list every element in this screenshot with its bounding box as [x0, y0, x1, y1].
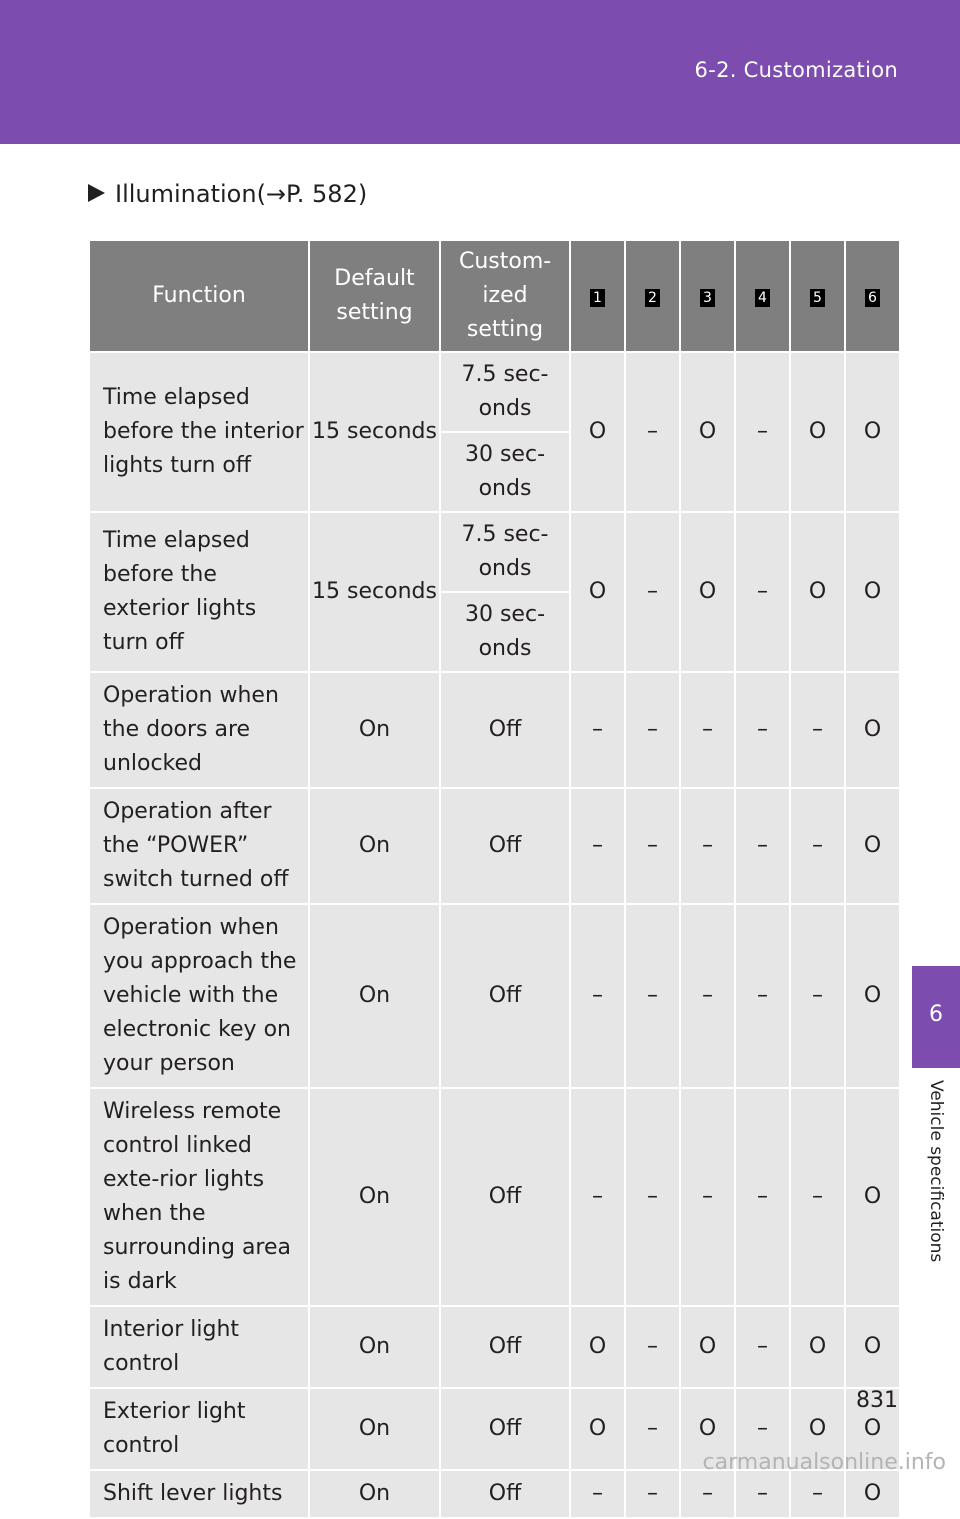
default-cell: On: [309, 672, 440, 788]
custom-cell: Off: [440, 904, 570, 1088]
mark-cell: –: [680, 788, 735, 904]
custom-cell: Off: [440, 1470, 570, 1518]
column-header-3: 3: [680, 240, 735, 352]
function-cell: Time elapsed before the exterior lights turn off: [89, 512, 309, 672]
mark-cell: O: [680, 1388, 735, 1470]
mark-cell: O: [570, 1306, 625, 1388]
mark-cell: O: [680, 512, 735, 672]
mark-cell: O: [845, 1088, 900, 1306]
section-heading-text: Illumination(→P. 582): [115, 180, 368, 208]
function-cell: Operation after the “POWER” switch turned off: [89, 788, 309, 904]
watermark: carmanualsonline.info: [702, 1450, 946, 1475]
mark-cell: O: [570, 512, 625, 672]
mark-cell: –: [625, 1388, 680, 1470]
table-row: [89, 1306, 900, 1388]
custom-cell: Off: [440, 1388, 570, 1470]
mark-cell: –: [680, 1470, 735, 1518]
table-row: [89, 1088, 900, 1306]
mark-cell: –: [735, 1388, 790, 1470]
mark-cell: –: [625, 788, 680, 904]
mark-cell: –: [625, 512, 680, 672]
custom-cell: 7.5 sec-onds: [440, 512, 570, 592]
mark-cell: O: [680, 352, 735, 512]
chapter-label-text: Vehicle specifications: [926, 1080, 946, 1263]
chapter-tab[interactable]: [912, 966, 960, 1068]
mark-cell: –: [790, 1088, 845, 1306]
default-cell: On: [309, 1306, 440, 1388]
mark-cell: –: [680, 672, 735, 788]
mark-cell: –: [680, 1088, 735, 1306]
column-header-function: Function: [89, 240, 309, 352]
mark-cell: –: [625, 904, 680, 1088]
mark-cell: O: [845, 1388, 900, 1470]
table-row: [89, 672, 900, 788]
section-title: 6-2. Customization: [694, 58, 898, 82]
mark-cell: O: [845, 1470, 900, 1518]
mark-cell: –: [625, 1470, 680, 1518]
mark-cell: O: [790, 512, 845, 672]
mark-cell: O: [570, 352, 625, 512]
default-cell: 15 seconds: [309, 352, 440, 512]
mark-cell: –: [790, 788, 845, 904]
function-cell: Operation when the doors are unlocked: [89, 672, 309, 788]
column-header-6: 6: [845, 240, 900, 352]
mark-cell: –: [790, 672, 845, 788]
column-header-default: Default setting: [309, 240, 440, 352]
custom-cell: Off: [440, 1088, 570, 1306]
customization-table: [88, 239, 901, 1519]
triangle-bullet-icon: [88, 184, 105, 202]
mark-cell: –: [625, 1088, 680, 1306]
mark-cell: O: [680, 1306, 735, 1388]
mark-cell: –: [735, 512, 790, 672]
default-cell: On: [309, 904, 440, 1088]
mark-cell: O: [790, 1306, 845, 1388]
mark-cell: –: [570, 788, 625, 904]
custom-cell: 30 sec-onds: [440, 432, 570, 512]
page-number: 831: [856, 1388, 898, 1413]
mark-cell: –: [790, 1470, 845, 1518]
mark-cell: –: [790, 904, 845, 1088]
table-header-row: [89, 240, 900, 352]
mark-cell: –: [735, 672, 790, 788]
mark-cell: O: [845, 904, 900, 1088]
column-header-2: 2: [625, 240, 680, 352]
chapter-number: 6: [929, 1002, 943, 1027]
mark-cell: O: [845, 512, 900, 672]
column-header-1: 1: [570, 240, 625, 352]
mark-cell: –: [570, 672, 625, 788]
mark-cell: O: [845, 672, 900, 788]
column-header-custom: Custom-ized setting: [440, 240, 570, 352]
mark-cell: –: [735, 904, 790, 1088]
mark-cell: O: [570, 1388, 625, 1470]
custom-cell: Off: [440, 672, 570, 788]
mark-cell: –: [735, 1470, 790, 1518]
mark-cell: O: [845, 1306, 900, 1388]
default-cell: On: [309, 788, 440, 904]
mark-cell: O: [845, 352, 900, 512]
mark-cell: –: [680, 904, 735, 1088]
column-header-5: 5: [790, 240, 845, 352]
default-cell: 15 seconds: [309, 512, 440, 672]
custom-cell: Off: [440, 788, 570, 904]
custom-cell: 30 sec-onds: [440, 592, 570, 672]
table-row: [89, 788, 900, 904]
function-cell: Wireless remote control linked exte-rior lights when the surrounding area is dark: [89, 1088, 309, 1306]
mark-cell: –: [625, 672, 680, 788]
mark-cell: –: [570, 904, 625, 1088]
mark-cell: –: [735, 352, 790, 512]
function-cell: Shift lever lights: [89, 1470, 309, 1518]
table-row: [89, 352, 900, 432]
mark-cell: O: [790, 352, 845, 512]
default-cell: On: [309, 1470, 440, 1518]
mark-cell: –: [625, 1306, 680, 1388]
mark-cell: –: [735, 1306, 790, 1388]
custom-cell: Off: [440, 1306, 570, 1388]
function-cell: Interior light control: [89, 1306, 309, 1388]
column-header-4: 4: [735, 240, 790, 352]
custom-cell: 7.5 sec-onds: [440, 352, 570, 432]
mark-cell: –: [625, 352, 680, 512]
mark-cell: O: [790, 1388, 845, 1470]
mark-cell: –: [735, 1088, 790, 1306]
table-row: [89, 512, 900, 592]
function-cell: Exterior light control: [89, 1388, 309, 1470]
function-cell: Time elapsed before the interior lights turn off: [89, 352, 309, 512]
section-heading: [88, 180, 367, 208]
mark-cell: –: [570, 1470, 625, 1518]
table-row: [89, 904, 900, 1088]
header-band: [0, 0, 960, 144]
mark-cell: –: [570, 1088, 625, 1306]
mark-cell: O: [845, 788, 900, 904]
function-cell: Operation when you approach the vehicle with the electronic key on your person: [89, 904, 309, 1088]
default-cell: On: [309, 1388, 440, 1470]
mark-cell: –: [735, 788, 790, 904]
default-cell: On: [309, 1088, 440, 1306]
table-row: [89, 1470, 900, 1518]
chapter-label: [912, 1080, 960, 1290]
